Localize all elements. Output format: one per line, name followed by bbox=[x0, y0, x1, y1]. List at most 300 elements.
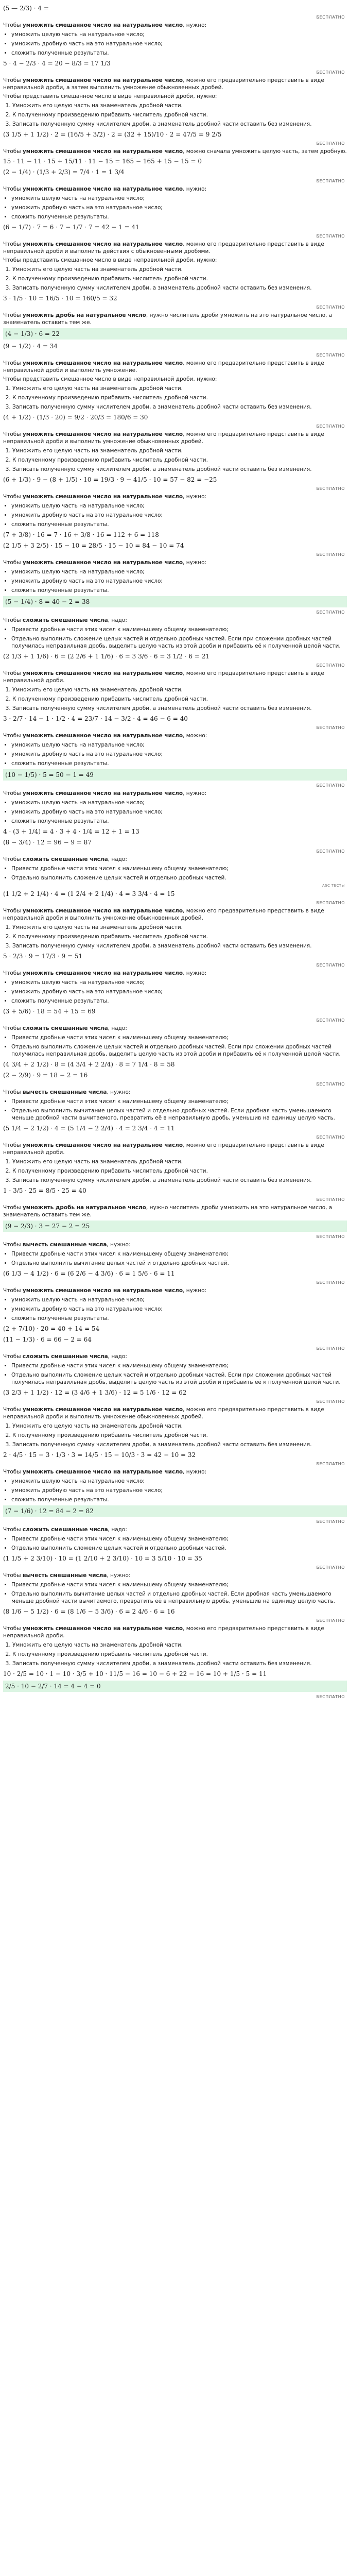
copy-watermark: БЕСПЛАТНО bbox=[316, 1280, 345, 1285]
rule-emphasis: сложить смешанные числа bbox=[22, 617, 108, 623]
rule-tail: , надо: bbox=[108, 856, 127, 862]
rule-paragraph bbox=[3, 856, 347, 863]
list-item: 2. К полученному произведению прибавить числитель дробной части. bbox=[12, 933, 347, 940]
math-formula: (4 3/4 + 2 1/2) · 8 = (4 3/4 + 2 2/4) · 8 = 7 1/4 · 8 = 58 bbox=[3, 1061, 175, 1068]
list-item: 2. К полученному произведению прибавить числитель дробной части. bbox=[12, 275, 347, 282]
rule-lead: Чтобы bbox=[3, 22, 23, 28]
copy-watermark: БЕСПЛАТНО bbox=[316, 141, 345, 146]
copy-watermark-row bbox=[3, 552, 345, 557]
copy-watermark: БЕСПЛАТНО bbox=[316, 552, 345, 557]
list-item: • умножить целую часть на натуральное число; bbox=[11, 1296, 347, 1303]
rule-tail: , можно его предварительно представить в виде неправильной дроби и выполнить умножение обыкновенных дробей. bbox=[3, 1406, 324, 1420]
list-item: 1. Умножить его целую часть на знаменатель дробной части. bbox=[12, 1641, 347, 1649]
numbered-steps bbox=[3, 686, 347, 712]
rule-lead: Чтобы bbox=[3, 186, 23, 192]
list-item: • Привести дробные части этих чисел к наименьшему общему знаменателю; bbox=[11, 1362, 347, 1369]
math-formula: (2 + 7/10) · 20 = 40 + 14 = 54 bbox=[3, 1325, 100, 1332]
list-item: • Отдельно выполнить вычитание целых частей и отдельно дробных частей. Если дробная часть уменьшаемого меньше дробной части вычитаемого, превратить её в неправильную дробь, уменьшив на единицу целую часть. bbox=[11, 1107, 347, 1122]
copy-watermark: БЕСПЛАТНО bbox=[316, 1462, 345, 1466]
copy-watermark-row bbox=[3, 1694, 345, 1700]
copy-watermark-row bbox=[3, 849, 345, 854]
rule-tail: , нужно: bbox=[183, 494, 207, 500]
rule-lead: Чтобы представить смешанное число в виде неправильной дроби, нужно: bbox=[3, 257, 217, 263]
highlighted-answer: (9 − 2/3) · 3 = 27 − 2 = 25 bbox=[3, 1221, 347, 1232]
list-item: • умножить целую часть на натуральное число; bbox=[11, 195, 347, 202]
list-item: 1. Умножить его целую часть на знаменатель дробной части. bbox=[12, 1158, 347, 1165]
rule-lead: Чтобы bbox=[3, 1205, 23, 1211]
list-item: • Отдельно выполнить сложение целых частей и отдельно дробных частей. Если при сложении дробных частей получилась неправильная дробь, выделить целую часть из этой дроби и прибавить её к полученной целой части. bbox=[11, 635, 347, 650]
highlighted-answer: (7 − 1/6) · 12 = 84 − 2 = 82 bbox=[3, 1505, 347, 1517]
math-formula: (1 1/5 + 2 3/10) · 10 = (1 2/10 + 2 3/10) · 10 = 3 5/10 · 10 = 35 bbox=[3, 1555, 202, 1562]
math-formula: (2 − 1/4) · (1/3 + 2/3) = 7/4 · 1 = 1 3/4 bbox=[3, 168, 125, 176]
math-formula: (5 1/4 − 2 1/2) · 4 = (5 1/4 − 2 2/4) · 4 = 2 3/4 · 4 = 11 bbox=[3, 1125, 175, 1132]
math-formula: (6 − 1/7) · 7 = 6 · 7 − 1/7 · 7 = 42 − 1 = 41 bbox=[3, 224, 139, 231]
copy-watermark-row bbox=[3, 900, 345, 906]
copy-watermark: БЕСПЛАТНО bbox=[316, 783, 345, 788]
bullet-list bbox=[3, 1250, 347, 1267]
copy-watermark: БЕСПЛАТНО bbox=[316, 963, 345, 968]
copy-watermark-row bbox=[3, 141, 345, 146]
bullet-list bbox=[3, 31, 347, 57]
rule-emphasis: умножить смешанное число на натуральное число bbox=[22, 1625, 183, 1632]
rule-tail: , можно сначала умножить целую часть, затем дробную. bbox=[183, 148, 347, 155]
bullet-list bbox=[3, 1581, 347, 1605]
copy-watermark: БЕСПЛАТНО bbox=[316, 1197, 345, 1202]
rule-paragraph bbox=[3, 1142, 347, 1156]
rule-lead: Чтобы bbox=[3, 312, 23, 318]
math-formula: 10 · 2/5 = 10 · 1 − 10 · 3/5 + 10 · 11/5 − 16 = 10 − 6 + 22 − 16 = 10 + 1/5 · 5 = 11 bbox=[3, 1670, 267, 1677]
math-formula: 3 · 2/7 · 14 − 1 · 1/2 · 4 = 23/7 · 14 − 3/2 · 4 = 46 − 6 = 40 bbox=[3, 715, 188, 722]
math-formula: 5 · 4 − 2/3 · 4 = 20 − 8/3 = 17 1/3 bbox=[3, 60, 111, 67]
rule-lead: Чтобы bbox=[3, 670, 23, 676]
rule-paragraph bbox=[3, 148, 347, 155]
rule-emphasis: умножить дробь на натуральное число bbox=[22, 312, 146, 318]
copy-watermark-row bbox=[3, 1565, 345, 1570]
list-item: 3. Записать полученную сумму числителем дроби, а знаменатель дробной части оставить без изменения. bbox=[12, 942, 347, 950]
rule-paragraph bbox=[3, 1089, 347, 1096]
rule-tail: , надо: bbox=[108, 617, 127, 623]
bullet-list bbox=[3, 741, 347, 767]
list-item: • умножить дробную часть на это натуральное число; bbox=[11, 808, 347, 816]
rule-lead: Чтобы bbox=[3, 970, 23, 976]
bullet-list bbox=[3, 979, 347, 1005]
rule-lead: Чтобы представить смешанное число в виде неправильной дроби, нужно: bbox=[3, 93, 217, 99]
rule-paragraph bbox=[3, 360, 347, 374]
list-item: • Привести дробные части этих чисел к наименьшему общему знаменателю; bbox=[11, 1098, 347, 1105]
rule-lead: Чтобы bbox=[3, 560, 23, 566]
copy-watermark-row bbox=[3, 609, 345, 615]
rule-lead: Чтобы bbox=[3, 148, 23, 155]
list-item: 2. К полученному произведению прибавить числитель дробной части. bbox=[12, 1432, 347, 1439]
bullet-list bbox=[3, 1296, 347, 1322]
list-item: 3. Записать полученную сумму числителем дроби, а знаменатель дробной части оставить без изменения. bbox=[12, 284, 347, 292]
list-item: • Привести дробные части этих чисел к наименьшему общему знаменателю; bbox=[11, 626, 347, 633]
rule-emphasis: вычесть смешанные числа bbox=[22, 1572, 107, 1579]
list-item: • сложить полученные результаты. bbox=[11, 49, 347, 57]
list-item: • умножить целую часть на натуральное число; bbox=[11, 1478, 347, 1485]
rule-paragraph bbox=[3, 93, 347, 100]
list-item: • Привести дробные части этих чисел к наименьшему общему знаменателю; bbox=[11, 865, 347, 872]
list-item: • сложить полученные результаты. bbox=[11, 1496, 347, 1503]
copy-watermark: БЕСПЛАТНО bbox=[316, 1694, 345, 1699]
bullet-list bbox=[3, 865, 347, 882]
rule-paragraph bbox=[3, 1468, 347, 1476]
rule-tail: , можно его предварительно представить в виде неправильной дроби. bbox=[3, 670, 324, 684]
list-item: 2. К полученному произведению прибавить числитель дробной части. bbox=[12, 1167, 347, 1175]
rule-lead: Чтобы bbox=[3, 241, 23, 247]
rule-lead: Чтобы bbox=[3, 1025, 23, 1031]
rule-paragraph bbox=[3, 617, 347, 624]
list-item: • сложить полученные результаты. bbox=[11, 997, 347, 1005]
rule-tail: , нужно: bbox=[107, 1242, 131, 1248]
list-item: • Привести дробные части этих чисел к наименьшему общему знаменателю; bbox=[11, 1250, 347, 1258]
rule-tail: , нужно: bbox=[183, 790, 207, 796]
rule-emphasis: вычесть смешанные числа bbox=[22, 1089, 107, 1095]
bullet-list bbox=[3, 1034, 347, 1058]
rule-paragraph bbox=[3, 1287, 347, 1294]
numbered-steps bbox=[3, 1641, 347, 1667]
copy-watermark: БЕСПЛАТНО bbox=[316, 1399, 345, 1404]
rule-lead: Чтобы bbox=[3, 360, 23, 366]
rule-tail: , нужно: bbox=[183, 1469, 207, 1475]
bullet-list bbox=[3, 502, 347, 528]
list-item: • умножить дробную часть на это натуральное число; bbox=[11, 1306, 347, 1313]
rule-lead: Чтобы bbox=[3, 1089, 23, 1095]
math-formula: 1 · 3/5 · 25 = 8/5 · 25 = 40 bbox=[3, 1187, 86, 1194]
rule-tail: , можно: bbox=[183, 733, 207, 739]
highlighted-answer: (4 − 1/3) · 6 = 22 bbox=[3, 328, 347, 340]
copy-watermark-row bbox=[3, 1618, 345, 1623]
copy-watermark-row bbox=[3, 423, 345, 429]
list-item: • умножить дробную часть на это натуральное число; bbox=[11, 512, 347, 519]
math-formula: (9 − 1/2) · 4 = 34 bbox=[3, 343, 58, 350]
rule-lead: Чтобы bbox=[3, 431, 23, 437]
rule-lead: Чтобы bbox=[3, 1142, 23, 1148]
rule-paragraph bbox=[3, 559, 347, 566]
copy-watermark-row bbox=[3, 486, 345, 492]
math-formula: 15 · 11 − 11 · 15 + 15/11 · 11 − 15 = 165 − 165 + 15 − 15 = 0 bbox=[3, 158, 202, 165]
list-item: • Отдельно выполнить сложение целых частей и отдельно дробных частей. bbox=[11, 874, 347, 882]
rule-emphasis: умножить смешанное число на натуральное число bbox=[22, 560, 183, 566]
rule-paragraph bbox=[3, 1353, 347, 1360]
rule-emphasis: умножить смешанное число на натуральное число bbox=[22, 670, 183, 676]
rule-tail: , нужно: bbox=[107, 1089, 131, 1095]
math-formula: (6 + 1/3) · 9 − (8 + 1/5) · 10 = 19/3 · 9 − 41/5 · 10 = 57 − 82 = −25 bbox=[3, 476, 217, 483]
math-formula: (2 − 2/9) · 9 = 18 − 2 = 16 bbox=[3, 1072, 88, 1079]
rule-lead: Чтобы bbox=[3, 1287, 23, 1294]
list-item: • умножить дробную часть на это натуральное число; bbox=[11, 1487, 347, 1494]
rule-tail: , нужно: bbox=[183, 1287, 207, 1294]
list-item: 3. Записать полученную сумму числителем дроби, а знаменатель дробной части оставить без изменения. bbox=[12, 466, 347, 473]
list-item: 1. Умножить его целую часть на знаменатель дробной части. bbox=[12, 102, 347, 109]
rule-paragraph bbox=[3, 1204, 347, 1218]
list-item: • сложить полученные результаты. bbox=[11, 521, 347, 528]
copy-watermark: БЕСПЛАТНО bbox=[316, 1618, 345, 1623]
rule-tail: , надо: bbox=[108, 1025, 127, 1031]
list-item: • сложить полученные результаты. bbox=[11, 213, 347, 221]
rule-tail: , нужно: bbox=[183, 186, 207, 192]
math-formula: (4 + 1/2) · (1/3 · 20) = 9/2 · 20/3 = 180/6 = 30 bbox=[3, 414, 148, 421]
copy-watermark-row bbox=[3, 1134, 345, 1140]
copy-watermark: БЕСПЛАТНО bbox=[316, 610, 345, 615]
copy-watermark-row bbox=[3, 304, 345, 310]
rule-tail: , нужно: bbox=[183, 22, 207, 28]
copy-watermark: БЕСПЛАТНО bbox=[316, 179, 345, 183]
copy-watermark-row bbox=[3, 1280, 345, 1285]
list-item: • Отдельно выполнить сложение целых частей и отдельно дробных частей. bbox=[11, 1545, 347, 1552]
copy-watermark: БЕСПЛАТНО bbox=[316, 1018, 345, 1023]
rule-paragraph bbox=[3, 241, 347, 255]
list-item: • умножить дробную часть на это натуральное число; bbox=[11, 204, 347, 211]
bullet-list bbox=[3, 1362, 347, 1386]
rule-paragraph bbox=[3, 732, 347, 739]
copy-watermark-row bbox=[3, 1234, 345, 1240]
rule-tail: , нужно числитель дроби умножить на это натуральное число, а знаменатель оставить тем же. bbox=[3, 312, 332, 326]
list-item: • сложить полученные результаты. bbox=[11, 760, 347, 767]
bullet-list bbox=[3, 1098, 347, 1122]
rule-tail: , нужно: bbox=[183, 970, 207, 976]
list-item: • Привести дробные части этих чисел к наименьшему общему знаменателю; bbox=[11, 1034, 347, 1041]
copy-watermark-row bbox=[3, 962, 345, 968]
copy-watermark-row bbox=[3, 178, 345, 184]
rule-emphasis: вычесть смешанные числа bbox=[22, 1242, 107, 1248]
rule-paragraph bbox=[3, 1241, 347, 1248]
list-item: • Отдельно выполнить вычитание целых частей и отдельно дробных частей. bbox=[11, 1260, 347, 1267]
bullet-list bbox=[3, 799, 347, 825]
list-item: • умножить целую часть на натуральное число; bbox=[11, 799, 347, 806]
copy-watermark-row bbox=[3, 725, 345, 731]
list-item: • умножить целую часть на натуральное число; bbox=[11, 502, 347, 510]
rule-tail: , нужно: bbox=[183, 560, 207, 566]
rule-lead: Чтобы bbox=[3, 1242, 23, 1248]
math-formula: (6 1/3 − 4 1/2) · 6 = (6 2/6 − 4 3/6) · 6 = 1 5/6 · 6 = 11 bbox=[3, 1270, 175, 1277]
math-formula: (2 1/3 + 1 1/6) · 6 = (2 2/6 + 1 1/6) · 6 = 3 3/6 · 6 = 3 1/2 · 6 = 21 bbox=[3, 653, 209, 660]
math-formula: (3 2/3 + 1 1/2) · 12 = (3 4/6 + 1 3/6) · 12 = 5 1/6 · 12 = 62 bbox=[3, 1389, 187, 1396]
copy-watermark: БЕСПЛАТНО bbox=[316, 1346, 345, 1351]
math-formula: 2 · 4/5 · 15 − 3 · 1/3 · 3 = 14/5 · 15 − 10/3 · 3 = 42 − 10 = 32 bbox=[3, 1451, 196, 1459]
copy-watermark-row bbox=[3, 1346, 345, 1351]
list-item: 3. Записать полученную сумму числителем дроби, а знаменатель дробной части оставить без изменения. bbox=[12, 403, 347, 411]
rule-paragraph bbox=[3, 1526, 347, 1533]
copy-watermark-row bbox=[3, 14, 345, 20]
highlighted-answer: (5 − 1/4) · 8 = 40 − 2 = 38 bbox=[3, 596, 347, 607]
rule-lead: Чтобы bbox=[3, 77, 23, 83]
numbered-steps bbox=[3, 1422, 347, 1448]
copy-watermark: БЕСПЛАТНО bbox=[316, 901, 345, 905]
list-item: 3. Записать полученную сумму числителем дроби, а знаменатель дробной части оставить без изменения. bbox=[12, 705, 347, 712]
math-formula: (5 — 2/3) · 4 = bbox=[3, 5, 49, 12]
rule-emphasis: умножить смешанное число на натуральное число bbox=[22, 908, 183, 914]
rule-paragraph bbox=[3, 431, 347, 445]
rule-tail: , можно его предварительно представить в виде неправильной дроби и выполнить умножение обыкновенных дробей. bbox=[3, 431, 324, 445]
list-item: 3. Записать полученную сумму числителем дроби, а знаменатель дробной части оставить без изменения. bbox=[12, 121, 347, 128]
numbered-steps bbox=[3, 924, 347, 950]
copy-watermark-row bbox=[3, 1081, 345, 1087]
rule-paragraph bbox=[3, 907, 347, 922]
list-item: • умножить целую часть на натуральное число; bbox=[11, 979, 347, 986]
rule-lead: Чтобы bbox=[3, 733, 23, 739]
copy-watermark: БЕСПЛАТНО bbox=[316, 663, 345, 668]
rule-emphasis: сложить смешанные числа bbox=[22, 1353, 108, 1360]
rule-paragraph bbox=[3, 185, 347, 193]
copy-watermark-row bbox=[3, 352, 345, 358]
math-formula: (8 1/6 − 5 1/2) · 6 = (8 1/6 − 5 3/6) · 6 = 2 4/6 · 6 = 16 bbox=[3, 1608, 175, 1615]
rule-emphasis: умножить дробь на натуральное число bbox=[22, 1205, 146, 1211]
list-item: • умножить дробную часть на это натуральное число; bbox=[11, 40, 347, 47]
copy-watermark: БЕСПЛАТНО bbox=[316, 1234, 345, 1239]
list-item: 2. К полученному произведению прибавить числитель дробной части. bbox=[12, 456, 347, 464]
copy-watermark: БЕСПЛАТНО bbox=[316, 725, 345, 730]
list-item: 1. Умножить его целую часть на знаменатель дробной части. bbox=[12, 1422, 347, 1430]
copy-watermark: БЕСПЛАТНО bbox=[316, 353, 345, 358]
list-item: 3. Записать полученную сумму числителем дроби, а знаменатель дробной части оставить без изменения. bbox=[12, 1177, 347, 1184]
rule-lead: Чтобы bbox=[3, 908, 23, 914]
list-item: • сложить полученные результаты. bbox=[11, 818, 347, 825]
rule-emphasis: умножить смешанное число на натуральное число bbox=[22, 77, 183, 83]
copy-watermark-row bbox=[3, 1519, 345, 1524]
rule-paragraph bbox=[3, 790, 347, 797]
list-item: • Отдельно выполнить сложение целых частей и отдельно дробных частей. Если при сложении дробных частей получилась неправильная дробь, выделить целую часть из этой дроби и прибавить её к полученной целой части. bbox=[11, 1043, 347, 1058]
numbered-steps bbox=[3, 266, 347, 292]
rule-emphasis: умножить смешанное число на натуральное число bbox=[22, 790, 183, 796]
numbered-steps bbox=[3, 1158, 347, 1184]
copy-watermark: БЕСПЛАТНО bbox=[316, 1519, 345, 1524]
math-formula: 5 · 2/3 · 9 = 17/3 · 9 = 51 bbox=[3, 953, 83, 960]
list-item: • Привести дробные части этих чисел к наименьшему общему знаменателю; bbox=[11, 1535, 347, 1543]
math-formula: (7 + 3/8) · 16 = 7 · 16 + 3/8 · 16 = 112 + 6 = 118 bbox=[3, 531, 159, 538]
rule-lead: Чтобы bbox=[3, 1572, 23, 1579]
rule-tail: , нужно числитель дроби умножить на это натуральное число, а знаменатель оставить тем же. bbox=[3, 1205, 332, 1218]
rule-lead: Чтобы bbox=[3, 790, 23, 796]
rule-paragraph bbox=[3, 376, 347, 383]
copy-watermark: БЕСПЛАТНО bbox=[316, 486, 345, 491]
copy-watermark: БЕСПЛАТНО bbox=[316, 849, 345, 854]
copy-watermark-row bbox=[3, 233, 345, 239]
rule-tail: , надо: bbox=[108, 1353, 127, 1360]
list-item: • сложить полученные результаты. bbox=[11, 1315, 347, 1322]
list-item: • Привести дробные части этих чисел к наименьшему общему знаменателю; bbox=[11, 1581, 347, 1588]
rule-lead: Чтобы bbox=[3, 617, 23, 623]
list-item: • сложить полученные результаты. bbox=[11, 587, 347, 594]
rule-lead: Чтобы представить смешанное число в виде неправильной дроби, нужно: bbox=[3, 376, 217, 382]
numbered-steps bbox=[3, 385, 347, 411]
rule-emphasis: умножить смешанное число на натуральное число bbox=[22, 360, 183, 366]
list-item: • умножить целую часть на натуральное число; bbox=[11, 741, 347, 749]
math-formula: 3 · 1/5 · 10 = 16/5 · 10 = 160/5 = 32 bbox=[3, 295, 117, 302]
rule-emphasis: умножить смешанное число на натуральное число bbox=[22, 970, 183, 976]
bullet-list bbox=[3, 626, 347, 650]
list-item: 2. К полученному произведению прибавить числитель дробной части. bbox=[12, 394, 347, 401]
list-item: 3. Записать полученную сумму числителем дроби, а знаменатель дробной части оставить без изменения. bbox=[12, 1660, 347, 1667]
list-item: • умножить дробную часть на это натуральное число; bbox=[11, 578, 347, 585]
math-formula: (1 1/2 + 2 1/4) · 4 = (1 2/4 + 2 1/4) · 4 = 3 3/4 · 4 = 15 bbox=[3, 890, 175, 897]
list-item: 1. Умножить его целую часть на знаменатель дробной части. bbox=[12, 385, 347, 392]
rule-tail: , надо: bbox=[108, 1527, 127, 1533]
list-item: 2. К полученному произведению прибавить числитель дробной части. bbox=[12, 1651, 347, 1658]
bullet-list bbox=[3, 1535, 347, 1552]
bullet-list bbox=[3, 568, 347, 594]
rule-lead: Чтобы bbox=[3, 1469, 23, 1475]
copy-watermark: БЕСПЛАТНО bbox=[316, 15, 345, 20]
copy-watermark: БЕСПЛАТНО bbox=[316, 1135, 345, 1140]
copy-watermark-row bbox=[3, 663, 345, 668]
list-item: • умножить целую часть на натуральное число; bbox=[11, 31, 347, 38]
rule-paragraph bbox=[3, 970, 347, 977]
copy-watermark-row bbox=[3, 1018, 345, 1023]
rule-emphasis: умножить смешанное число на натуральное число bbox=[22, 1469, 183, 1475]
copy-watermark: БЕСПЛАТНО bbox=[316, 234, 345, 239]
math-formula: (3 + 5/6) · 18 = 54 + 15 = 69 bbox=[3, 1008, 96, 1015]
rule-paragraph bbox=[3, 312, 347, 326]
list-item: 1. Умножить его целую часть на знаменатель дробной части. bbox=[12, 924, 347, 931]
rule-tail: , нужно: bbox=[107, 1572, 131, 1579]
rule-emphasis: умножить смешанное число на натуральное число bbox=[22, 1287, 183, 1294]
rule-paragraph bbox=[3, 77, 347, 91]
list-item: 2. К полученному произведению прибавить числитель дробной части. bbox=[12, 696, 347, 703]
rule-emphasis: умножить смешанное число на натуральное число bbox=[22, 494, 183, 500]
list-item: • умножить дробную часть на это натуральное число; bbox=[11, 751, 347, 758]
rule-paragraph bbox=[3, 1406, 347, 1420]
rule-emphasis: умножить смешанное число на натуральное число bbox=[22, 148, 183, 155]
rule-paragraph bbox=[3, 22, 347, 29]
list-item: 3. Записать полученную сумму числителем дроби, а знаменатель дробной части оставить без изменения. bbox=[12, 1441, 347, 1448]
copy-watermark: БЕСПЛАТНО bbox=[316, 305, 345, 310]
copy-watermark: БЕСПЛАТНО bbox=[316, 1082, 345, 1087]
rule-emphasis: умножить смешанное число на натуральное число bbox=[22, 186, 183, 192]
math-formula: 4 · (3 + 1/4) = 4 · 3 + 4 · 1/4 = 12 + 1 = 13 bbox=[3, 828, 139, 835]
copy-watermark-row bbox=[3, 1461, 345, 1467]
list-item: 1. Умножить его целую часть на знаменатель дробной части. bbox=[12, 266, 347, 273]
rule-emphasis: сложить смешанные числа bbox=[22, 1527, 108, 1533]
rule-lead: Чтобы bbox=[3, 1625, 23, 1632]
rule-tail: , можно его предварительно представить в виде неправильной дроби. bbox=[3, 1142, 324, 1156]
copy-watermark-row bbox=[3, 1197, 345, 1202]
test-tag: ASC ТЕСТЫ bbox=[322, 884, 345, 888]
copy-watermark: БЕСПЛАТНО bbox=[316, 1565, 345, 1570]
rule-emphasis: умножить смешанное число на натуральное число bbox=[22, 1406, 183, 1413]
math-formula: (8 − 3/4) · 12 = 96 − 9 = 87 bbox=[3, 839, 92, 846]
copy-watermark-row bbox=[3, 1399, 345, 1404]
copy-watermark-row bbox=[3, 783, 345, 788]
highlighted-answer: 2/5 · 10 − 2/7 · 14 = 4 − 4 = 0 bbox=[3, 1681, 347, 1692]
rule-paragraph bbox=[3, 493, 347, 500]
rule-paragraph bbox=[3, 1025, 347, 1032]
rule-lead: Чтобы bbox=[3, 1527, 23, 1533]
rule-emphasis: умножить смешанное число на натуральное число bbox=[22, 241, 183, 247]
highlighted-answer: (10 − 1/5) · 5 = 50 − 1 = 49 bbox=[3, 769, 347, 781]
list-item: 1. Умножить его целую часть на знаменатель дробной части. bbox=[12, 686, 347, 693]
list-item: • умножить целую часть на натуральное число; bbox=[11, 568, 347, 575]
rule-lead: Чтобы bbox=[3, 856, 23, 862]
rule-tail: , можно его предварительно представить в виде неправильной дроби. bbox=[3, 1625, 324, 1639]
rule-tail: , можно его предварительно представить в виде неправильной дроби, а затем выполнить умножение обыкновенных дробей. bbox=[3, 77, 324, 91]
bullet-list bbox=[3, 1478, 347, 1503]
list-item: 2. К полученному произведению прибавить числитель дробной части. bbox=[12, 111, 347, 118]
rule-paragraph bbox=[3, 670, 347, 684]
numbered-steps bbox=[3, 447, 347, 473]
rule-emphasis: умножить смешанное число на натуральное число bbox=[22, 1142, 183, 1148]
rule-paragraph bbox=[3, 257, 347, 264]
math-formula: (11 − 1/3) · 6 = 66 − 2 = 64 bbox=[3, 1336, 92, 1343]
rule-tail: , можно его предварительно представить в виде неправильной дроби и выполнить умножение. bbox=[3, 360, 324, 374]
rule-emphasis: умножить смешанное число на натуральное число bbox=[22, 22, 183, 28]
rule-lead: Чтобы bbox=[3, 1406, 23, 1413]
copy-watermark-row bbox=[3, 70, 345, 75]
copy-watermark: БЕСПЛАТНО bbox=[316, 70, 345, 75]
rule-emphasis: умножить смешанное число на натуральное число bbox=[22, 733, 183, 739]
rule-lead: Чтобы bbox=[3, 494, 23, 500]
rule-tail: , можно его предварительно представить в виде неправильной дроби и выполнить умножение обыкновенных дробей. bbox=[3, 908, 324, 921]
